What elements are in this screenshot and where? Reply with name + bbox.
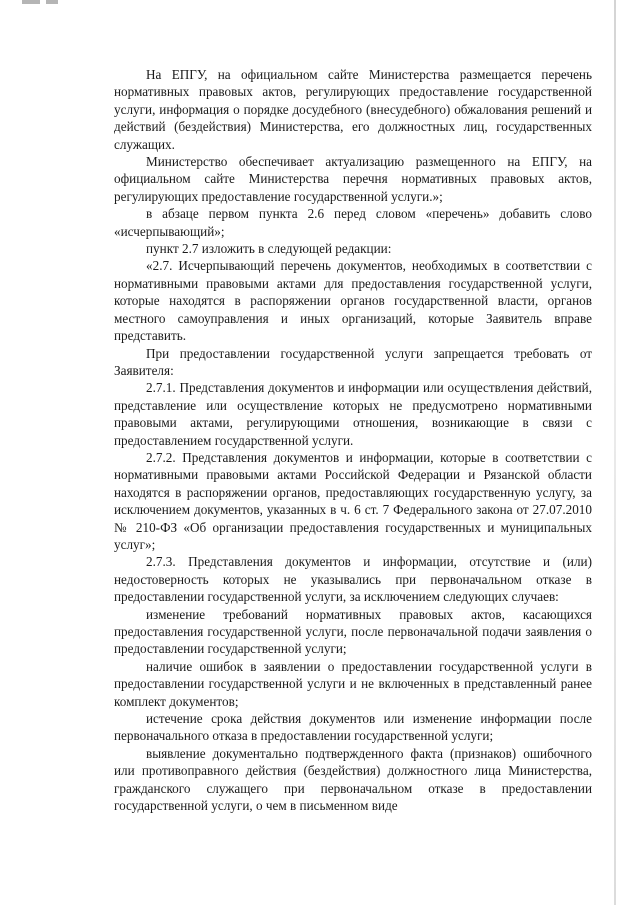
paragraph: «2.7. Исчерпывающий перечень документов, необходимых в соответствии с нормативными правовыми актами для предоставления государственной услуги, которые находятся в распоряжении органов государственной власти, органов местного самоуправления и иных организаций, которые Заявитель вправе представить. — [114, 258, 592, 344]
paragraph: 2.7.3. Представления документов и информации, отсутствие и (или) недостоверность которых не указывались при первоначальном отказе в предоставлении государственной услуги, за исключением следующих случаев: — [114, 554, 592, 605]
paragraph: выявление документально подтвержденного факта (признаков) ошибочного или противоправного действия (бездействия) должностного лица Министерства, гражданского служащего при первоначальном отказе в предоставлении государственной услуги, о чем в письменном виде — [114, 745, 592, 814]
paragraph: На ЕПГУ, на официальном сайте Министерства размещается перечень нормативных правовых актов, регулирующих предоставление государственной услуги, информация о порядке досудебного (внесудебного) обжалования решений и действий (бездействия) Министерства, его должностных лиц, государственных служащих. — [114, 67, 592, 152]
document-body — [114, 66, 592, 814]
scan-artifact — [22, 0, 40, 4]
scan-artifact — [46, 0, 58, 4]
paragraph: наличие ошибок в заявлении о предоставлении государственной услуги в предоставлении государственной услуги и не включенных в представленный ранее комплект документов; — [114, 658, 592, 709]
paragraph: в абзаце первом пункта 2.6 перед словом «перечень» добавить слово «исчерпывающий»; — [114, 206, 592, 239]
paragraph: Министерство обеспечивает актуализацию размещенного на ЕПГУ, на официальном сайте Министерства перечня нормативных правовых актов, регулирующих предоставление государственной услуги.»; — [114, 154, 592, 204]
paragraph: истечение срока действия документов или изменение информации после первоначального отказа в предоставлении государственной услуги; — [114, 711, 592, 744]
paragraph: При предоставлении государственной услуги запрещается требовать от Заявителя: — [114, 345, 592, 378]
paragraph: 2.7.1. Представления документов и информации или осуществления действий, представление или осуществление которых не предусмотрено нормативными правовыми актами, регулирующими отношения, возникающие в связи с предоставлением государственной услуги. — [114, 380, 592, 448]
paragraph: 2.7.2. Представления документов и информации, которые в соответствии с нормативными правовыми актами Российской Федерации и Рязанской области находятся в распоряжении органов, предоставляющих государственную услугу, за исключением документов, указанных в ч. 6 ст. 7 Федерального закона от 27.07.2010 № 210-ФЗ «Об организации предоставления государственных и муниципальных услуг»; — [114, 449, 592, 552]
paragraph: пункт 2.7 изложить в следующей редакции: — [146, 241, 392, 257]
paragraph: изменение требований нормативных правовых актов, касающихся предоставления государственной услуги, после первоначальной подачи заявления о предоставлении государственной услуги; — [114, 606, 592, 657]
page-edge-shadow — [614, 0, 616, 905]
